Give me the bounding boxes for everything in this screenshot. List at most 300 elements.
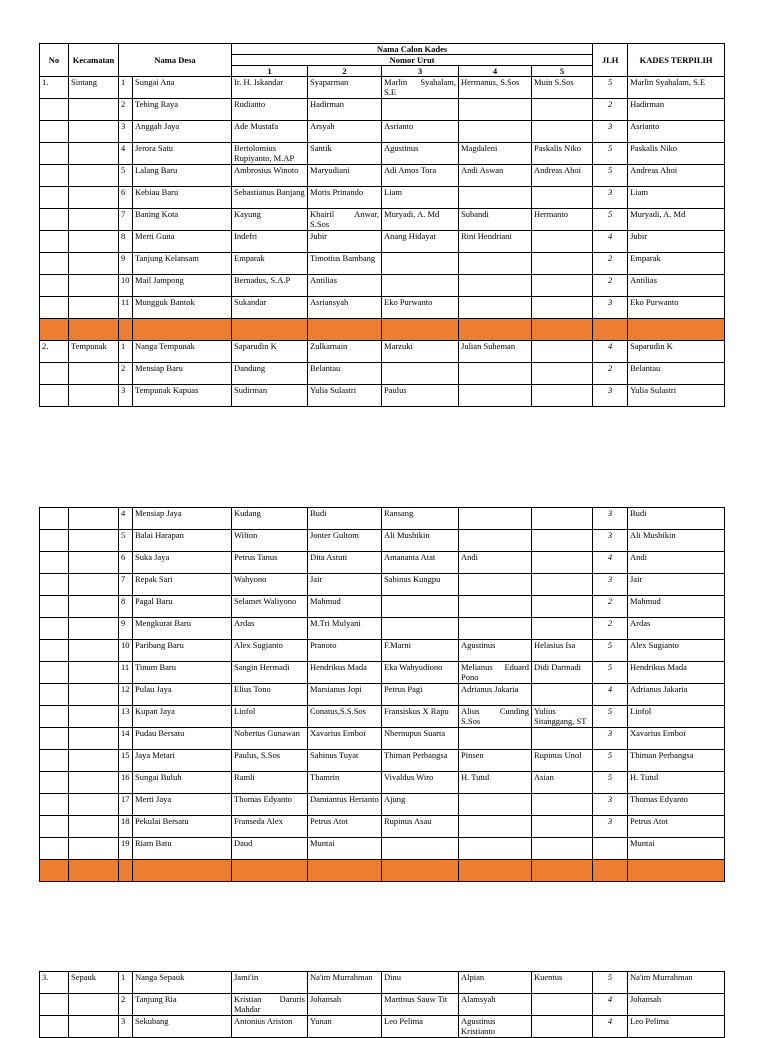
- desa-number-cell: 17: [119, 794, 133, 816]
- no-cell: [40, 297, 69, 319]
- candidate-2-cell: Hadirman: [308, 99, 382, 121]
- kecamatan-cell: [69, 574, 119, 596]
- kades-terpilih-cell: Na'im Murrahman: [628, 972, 725, 994]
- jlh-cell: 5: [593, 209, 628, 231]
- desa-name-cell: Tebing Raya: [133, 99, 232, 121]
- candidate-3-cell: F.Marni: [382, 640, 459, 662]
- jlh-cell: 3: [593, 385, 628, 407]
- jlh-cell: 4: [593, 994, 628, 1016]
- desa-number-cell: 12: [119, 684, 133, 706]
- desa-name-cell: Balai Harapan: [133, 530, 232, 552]
- kades-terpilih-cell: Yulia Sulastri: [628, 385, 725, 407]
- candidate-5-cell: [532, 794, 593, 816]
- desa-name-cell: Pagal Baru: [133, 596, 232, 618]
- table-row: [40, 209, 725, 231]
- candidate-3-cell: Anang Hidayat: [382, 231, 459, 253]
- candidate-1-cell: Jami'in: [232, 972, 308, 994]
- candidate-3-cell: Agustinus: [382, 143, 459, 165]
- table-row: [40, 750, 725, 772]
- candidate-2-cell: Jubir: [308, 231, 382, 253]
- candidate-5-cell: [532, 231, 593, 253]
- kades-terpilih-cell: Alex Sugianto: [628, 640, 725, 662]
- kecamatan-cell: [69, 165, 119, 187]
- candidate-3-cell: Ali Musbikin: [382, 530, 459, 552]
- candidate-1-cell: Antonius Ariston: [232, 1016, 308, 1038]
- desa-number-cell: 5: [119, 530, 133, 552]
- kades-terpilih-cell: Hadirman: [628, 99, 725, 121]
- table-row: [40, 165, 725, 187]
- desa-name-cell: Sekubang: [133, 1016, 232, 1038]
- candidate-2-cell: Zulkarnain: [308, 341, 382, 363]
- candidate-5-cell: [532, 341, 593, 363]
- candidate-2-cell: Jair: [308, 574, 382, 596]
- desa-number-cell: 1: [119, 77, 133, 99]
- kades-terpilih-cell: Muntai: [628, 838, 725, 860]
- candidate-4-cell: [459, 574, 532, 596]
- desa-name-cell: Mengkurat Baru: [133, 618, 232, 640]
- header-num-1: 1: [232, 66, 308, 77]
- desa-number-cell: 4: [119, 508, 133, 530]
- desa-number-cell: 1: [119, 972, 133, 994]
- candidate-1-cell: Ardas: [232, 618, 308, 640]
- separator-2: [40, 860, 725, 882]
- table-row: [40, 77, 725, 99]
- candidate-2-cell: Marsianus Jopi: [308, 684, 382, 706]
- desa-number-cell: 11: [119, 297, 133, 319]
- kades-terpilih-cell: Leo Pelima: [628, 1016, 725, 1038]
- candidate-3-cell: Adi Amos Tora: [382, 165, 459, 187]
- table-row: [40, 662, 725, 684]
- candidate-5-cell: Didi Darmadi: [532, 662, 593, 684]
- candidate-5-cell: [532, 297, 593, 319]
- jlh-cell: 5: [593, 972, 628, 994]
- desa-number-cell: 3: [119, 121, 133, 143]
- jlh-cell: 4: [593, 341, 628, 363]
- desa-name-cell: Mungguk Bantok: [133, 297, 232, 319]
- kecamatan-cell: Sintang: [69, 77, 119, 99]
- candidate-2-cell: Thamrin: [308, 772, 382, 794]
- table-row: [40, 618, 725, 640]
- candidate-2-cell: Johansah: [308, 994, 382, 1016]
- desa-number-cell: 2: [119, 363, 133, 385]
- header-num-3: 3: [382, 66, 459, 77]
- header-num-5: 5: [532, 66, 593, 77]
- candidate-3-cell: Amananta Atat: [382, 552, 459, 574]
- candidate-5-cell: [532, 187, 593, 209]
- table-row: [40, 385, 725, 407]
- desa-name-cell: Tanjung Kelansam: [133, 253, 232, 275]
- election-table-page-1: [39, 43, 725, 407]
- candidate-1-cell: Kayung: [232, 209, 308, 231]
- kecamatan-cell: Tempunak: [69, 341, 119, 363]
- jlh-cell: 5: [593, 662, 628, 684]
- desa-name-cell: Tanjung Ria: [133, 994, 232, 1016]
- jlh-cell: 4: [593, 231, 628, 253]
- candidate-3-cell: Marzuki: [382, 341, 459, 363]
- no-cell: [40, 99, 69, 121]
- candidate-3-cell: Muryadi, A. Md: [382, 209, 459, 231]
- no-cell: [40, 728, 69, 750]
- kades-terpilih-cell: Marlin Syahalam, S.E: [628, 77, 725, 99]
- no-cell: [40, 385, 69, 407]
- candidate-3-cell: Nbernupus Suarta: [382, 728, 459, 750]
- kecamatan-cell: [69, 728, 119, 750]
- no-cell: [40, 574, 69, 596]
- jlh-cell: 4: [593, 1016, 628, 1038]
- candidate-1-cell: Petrus Tanus: [232, 552, 308, 574]
- candidate-4-cell: Magdaleni: [459, 143, 532, 165]
- candidate-3-cell: Liam: [382, 187, 459, 209]
- candidate-4-cell: [459, 253, 532, 275]
- candidate-1-cell: Sukandar: [232, 297, 308, 319]
- kades-terpilih-cell: Thomas Edyanto: [628, 794, 725, 816]
- no-cell: [40, 530, 69, 552]
- candidate-2-cell: M.Tri Mulyani: [308, 618, 382, 640]
- kades-terpilih-cell: Hendrikus Mada: [628, 662, 725, 684]
- kecamatan-cell: [69, 508, 119, 530]
- table-row: [40, 574, 725, 596]
- table-row: [40, 530, 725, 552]
- kades-terpilih-cell: H. Tutul: [628, 772, 725, 794]
- jlh-cell: 3: [593, 816, 628, 838]
- desa-name-cell: Mensiap Jaya: [133, 508, 232, 530]
- table-row: [40, 816, 725, 838]
- candidate-2-cell: Arsyah: [308, 121, 382, 143]
- jlh-cell: 2: [593, 596, 628, 618]
- table-row: [40, 596, 725, 618]
- jlh-cell: 5: [593, 165, 628, 187]
- desa-name-cell: Sungai Ana: [133, 77, 232, 99]
- table-row: [40, 794, 725, 816]
- candidate-4-cell: [459, 297, 532, 319]
- kecamatan-cell: [69, 143, 119, 165]
- candidate-3-cell: Martinus Sauw Tit: [382, 994, 459, 1016]
- kades-terpilih-cell: Andi: [628, 552, 725, 574]
- candidate-2-cell: Pranoto: [308, 640, 382, 662]
- desa-name-cell: Tempunak Kapuas: [133, 385, 232, 407]
- desa-number-cell: 15: [119, 750, 133, 772]
- desa-number-cell: 2: [119, 99, 133, 121]
- no-cell: [40, 209, 69, 231]
- candidate-5-cell: [532, 275, 593, 297]
- candidate-1-cell: Thomas Edyanto: [232, 794, 308, 816]
- section-sintang: [40, 77, 725, 319]
- candidate-4-cell: [459, 728, 532, 750]
- desa-name-cell: Kupan Jaya: [133, 706, 232, 728]
- candidate-2-cell: Timotius Bambang: [308, 253, 382, 275]
- candidate-2-cell: Maryudiani: [308, 165, 382, 187]
- jlh-cell: 5: [593, 706, 628, 728]
- candidate-3-cell: [382, 253, 459, 275]
- candidate-1-cell: Alex Sugianto: [232, 640, 308, 662]
- kades-terpilih-cell: Emparak: [628, 253, 725, 275]
- candidate-2-cell: Santik: [308, 143, 382, 165]
- jlh-cell: 2: [593, 253, 628, 275]
- jlh-cell: 3: [593, 728, 628, 750]
- candidate-2-cell: Muntai: [308, 838, 382, 860]
- header-nomor-urut: Nomor Urut: [232, 55, 593, 66]
- candidate-3-cell: [382, 99, 459, 121]
- kecamatan-cell: [69, 596, 119, 618]
- candidate-4-cell: Subandi: [459, 209, 532, 231]
- jlh-cell: 3: [593, 508, 628, 530]
- no-cell: [40, 1016, 69, 1038]
- table-row: [40, 121, 725, 143]
- candidate-3-cell: Leo Pelima: [382, 1016, 459, 1038]
- candidate-5-cell: [532, 596, 593, 618]
- candidate-3-cell: Rupinus Asau: [382, 816, 459, 838]
- desa-number-cell: 6: [119, 552, 133, 574]
- header-kecamatan: Kecamatan: [69, 44, 119, 77]
- candidate-4-cell: Hermanus, S.Sos: [459, 77, 532, 99]
- jlh-cell: 3: [593, 794, 628, 816]
- kades-terpilih-cell: Andreas Ahoi: [628, 165, 725, 187]
- table-row: [40, 684, 725, 706]
- no-cell: [40, 684, 69, 706]
- candidate-5-cell: Hermanto: [532, 209, 593, 231]
- candidate-2-cell: Hendrikus Mada: [308, 662, 382, 684]
- candidate-5-cell: [532, 363, 593, 385]
- desa-number-cell: 18: [119, 816, 133, 838]
- candidate-5-cell: [532, 994, 593, 1016]
- candidate-5-cell: [532, 99, 593, 121]
- kecamatan-cell: [69, 706, 119, 728]
- desa-name-cell: Repak Sari: [133, 574, 232, 596]
- candidate-5-cell: Muin S.Sos: [532, 77, 593, 99]
- kades-terpilih-cell: Thiman Perbangsa: [628, 750, 725, 772]
- candidate-1-cell: Franseda Alex: [232, 816, 308, 838]
- kades-terpilih-cell: Budi: [628, 508, 725, 530]
- no-cell: [40, 187, 69, 209]
- desa-number-cell: 2: [119, 994, 133, 1016]
- candidate-1-cell: Wilton: [232, 530, 308, 552]
- kecamatan-cell: [69, 618, 119, 640]
- kades-terpilih-cell: Saparudin K: [628, 341, 725, 363]
- candidate-4-cell: [459, 99, 532, 121]
- desa-name-cell: Tinum Baru: [133, 662, 232, 684]
- jlh-cell: 3: [593, 530, 628, 552]
- candidate-4-cell: Rini Hendriani: [459, 231, 532, 253]
- candidate-4-cell: H. Tutul: [459, 772, 532, 794]
- candidate-4-cell: [459, 816, 532, 838]
- candidate-2-cell: Yulia Sulastri: [308, 385, 382, 407]
- kades-terpilih-cell: Adrianus Jakaria: [628, 684, 725, 706]
- table-row: [40, 640, 725, 662]
- candidate-1-cell: Paulus, S.Sos: [232, 750, 308, 772]
- candidate-2-cell: Moris Prinando: [308, 187, 382, 209]
- desa-number-cell: 14: [119, 728, 133, 750]
- candidate-2-cell: Sabinus Tuyat: [308, 750, 382, 772]
- kades-terpilih-cell: Johansah: [628, 994, 725, 1016]
- kecamatan-cell: Sepauk: [69, 972, 119, 994]
- jlh-cell: 4: [593, 684, 628, 706]
- candidate-1-cell: Saparudin K: [232, 341, 308, 363]
- no-cell: [40, 121, 69, 143]
- desa-number-cell: 13: [119, 706, 133, 728]
- desa-number-cell: 5: [119, 165, 133, 187]
- header-num-2: 2: [308, 66, 382, 77]
- kecamatan-cell: [69, 1016, 119, 1038]
- candidate-3-cell: [382, 363, 459, 385]
- jlh-cell: [593, 838, 628, 860]
- candidate-1-cell: Selamet Waliyono: [232, 596, 308, 618]
- desa-number-cell: 4: [119, 143, 133, 165]
- candidate-4-cell: [459, 838, 532, 860]
- kades-terpilih-cell: Belantau: [628, 363, 725, 385]
- table-row: [40, 838, 725, 860]
- candidate-4-cell: Agustinus Kristianto: [459, 1016, 532, 1038]
- candidate-4-cell: [459, 530, 532, 552]
- kecamatan-cell: [69, 121, 119, 143]
- separator-1: [40, 319, 725, 341]
- candidate-2-cell: Mahmud: [308, 596, 382, 618]
- candidate-1-cell: Elius Tono: [232, 684, 308, 706]
- header-num-4: 4: [459, 66, 532, 77]
- no-cell: [40, 552, 69, 574]
- kades-terpilih-cell: Jubir: [628, 231, 725, 253]
- jlh-cell: 2: [593, 363, 628, 385]
- no-cell: 2.: [40, 341, 69, 363]
- candidate-3-cell: [382, 275, 459, 297]
- election-table-page-3: [39, 971, 725, 1038]
- candidate-1-cell: Liofol: [232, 706, 308, 728]
- candidate-1-cell: Ambrosius Winoto: [232, 165, 308, 187]
- candidate-3-cell: Sabinus Kungpu: [382, 574, 459, 596]
- candidate-2-cell: Asriansyah: [308, 297, 382, 319]
- kades-terpilih-cell: Liam: [628, 187, 725, 209]
- kecamatan-cell: [69, 530, 119, 552]
- candidate-5-cell: Kuentus: [532, 972, 593, 994]
- kades-terpilih-cell: Petrus Atot: [628, 816, 725, 838]
- table-row: [40, 772, 725, 794]
- table-row: [40, 552, 725, 574]
- desa-name-cell: Baning Kota: [133, 209, 232, 231]
- candidate-1-cell: Daud: [232, 838, 308, 860]
- candidate-3-cell: Paulus: [382, 385, 459, 407]
- kades-terpilih-cell: Mahmud: [628, 596, 725, 618]
- candidate-1-cell: Rudianto: [232, 99, 308, 121]
- kecamatan-cell: [69, 994, 119, 1016]
- no-cell: [40, 143, 69, 165]
- candidate-4-cell: [459, 187, 532, 209]
- candidate-4-cell: [459, 508, 532, 530]
- kades-terpilih-cell: Xavarius Emboi: [628, 728, 725, 750]
- candidate-3-cell: Ransang: [382, 508, 459, 530]
- candidate-1-cell: Bernadus, S.A.P: [232, 275, 308, 297]
- candidate-4-cell: [459, 385, 532, 407]
- candidate-5-cell: Asian: [532, 772, 593, 794]
- candidate-3-cell: Vivaldus Wiro: [382, 772, 459, 794]
- desa-name-cell: Jaya Metari: [133, 750, 232, 772]
- no-cell: [40, 596, 69, 618]
- candidate-5-cell: Helasius Isa: [532, 640, 593, 662]
- kades-terpilih-cell: Jair: [628, 574, 725, 596]
- desa-name-cell: Pekulai Bersatu: [133, 816, 232, 838]
- kades-terpilih-cell: Ali Musbikin: [628, 530, 725, 552]
- desa-number-cell: 7: [119, 574, 133, 596]
- candidate-4-cell: Agustinus: [459, 640, 532, 662]
- desa-name-cell: Lalang Baru: [133, 165, 232, 187]
- kecamatan-cell: [69, 297, 119, 319]
- no-cell: [40, 816, 69, 838]
- candidate-2-cell: Damiantus Herianto: [308, 794, 382, 816]
- candidate-2-cell: Na'im Murrahman: [308, 972, 382, 994]
- table-row: [40, 706, 725, 728]
- election-table-page-2: [39, 507, 725, 882]
- table-row: [40, 728, 725, 750]
- no-cell: 1.: [40, 77, 69, 99]
- candidate-5-cell: [532, 121, 593, 143]
- table-row: [40, 253, 725, 275]
- jlh-cell: 5: [593, 143, 628, 165]
- no-cell: [40, 994, 69, 1016]
- section-tempunak-part-2: [40, 508, 725, 860]
- candidate-2-cell: Dita Astuti: [308, 552, 382, 574]
- candidate-5-cell: [532, 618, 593, 640]
- table-row: [40, 297, 725, 319]
- candidate-1-cell: Indefri: [232, 231, 308, 253]
- candidate-4-cell: [459, 121, 532, 143]
- candidate-4-cell: [459, 596, 532, 618]
- desa-name-cell: Nanga Sepauk: [133, 972, 232, 994]
- candidate-2-cell: Antilias: [308, 275, 382, 297]
- table-row: [40, 972, 725, 994]
- candidate-5-cell: [532, 1016, 593, 1038]
- candidate-2-cell: Yunan: [308, 1016, 382, 1038]
- candidate-2-cell: Conatus,S.S.Sos: [308, 706, 382, 728]
- table-row: [40, 994, 725, 1016]
- jlh-cell: 4: [593, 552, 628, 574]
- no-cell: [40, 231, 69, 253]
- jlh-cell: 3: [593, 121, 628, 143]
- desa-name-cell: Jerora Satu: [133, 143, 232, 165]
- candidate-4-cell: [459, 618, 532, 640]
- candidate-4-cell: Andi Aswan: [459, 165, 532, 187]
- candidate-1-cell: Sebastianus Banjang: [232, 187, 308, 209]
- table-row: [40, 1016, 725, 1038]
- kecamatan-cell: [69, 838, 119, 860]
- candidate-1-cell: Wahyono: [232, 574, 308, 596]
- no-cell: [40, 165, 69, 187]
- candidate-5-cell: Paskalis Niko: [532, 143, 593, 165]
- desa-number-cell: 11: [119, 662, 133, 684]
- jlh-cell: 5: [593, 750, 628, 772]
- desa-number-cell: 9: [119, 253, 133, 275]
- desa-name-cell: Riam Batu: [133, 838, 232, 860]
- no-cell: [40, 275, 69, 297]
- candidate-1-cell: Nobertus Gunawan: [232, 728, 308, 750]
- jlh-cell: 2: [593, 275, 628, 297]
- candidate-5-cell: [532, 684, 593, 706]
- candidate-4-cell: Julian Suheman: [459, 341, 532, 363]
- section-sepauk: [40, 972, 725, 1038]
- no-cell: 3.: [40, 972, 69, 994]
- candidate-5-cell: [532, 574, 593, 596]
- desa-number-cell: 16: [119, 772, 133, 794]
- candidate-4-cell: Melianus Eduard Pono: [459, 662, 532, 684]
- table-row: [40, 99, 725, 121]
- candidate-4-cell: Alamsyah: [459, 994, 532, 1016]
- candidate-4-cell: [459, 794, 532, 816]
- kecamatan-cell: [69, 552, 119, 574]
- jlh-cell: 5: [593, 77, 628, 99]
- candidate-4-cell: Pinsen: [459, 750, 532, 772]
- no-cell: [40, 772, 69, 794]
- no-cell: [40, 706, 69, 728]
- desa-name-cell: Paribang Baru: [133, 640, 232, 662]
- kecamatan-cell: [69, 750, 119, 772]
- jlh-cell: 3: [593, 574, 628, 596]
